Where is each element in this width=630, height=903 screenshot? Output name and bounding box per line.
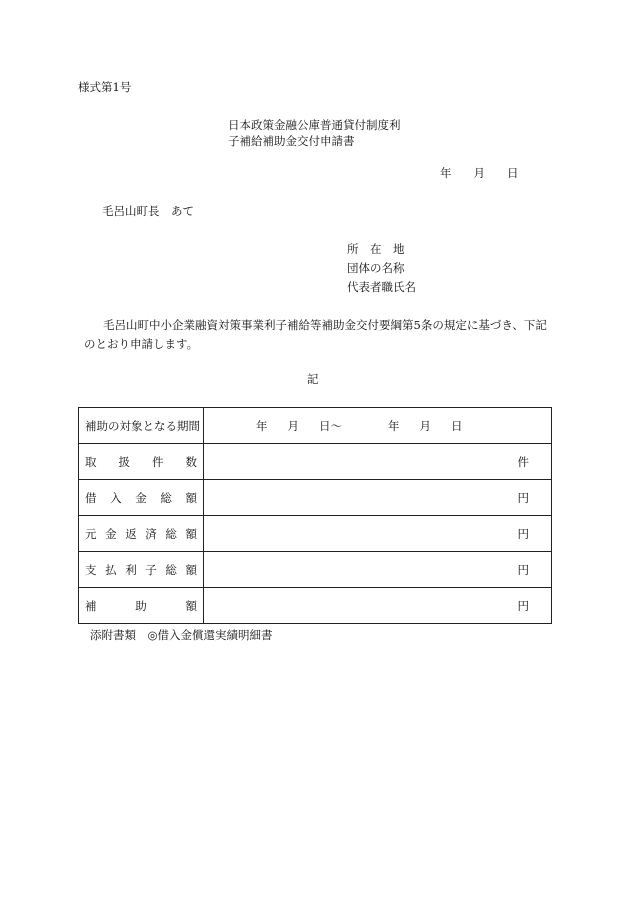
label-char: 利: [125, 562, 137, 577]
label-char: 済: [145, 526, 157, 541]
period-value: [204, 418, 551, 434]
row-label-cell: [79, 552, 204, 588]
unit-label: 円: [517, 490, 529, 505]
label-char: 数: [185, 454, 197, 469]
unit-label: 円: [517, 562, 529, 577]
row-label-cell: [79, 480, 204, 516]
attachment-note: 添附書類 ◎借入金償還実績明細書: [90, 628, 273, 642]
row-label: [85, 562, 203, 578]
label-char: 額: [185, 526, 197, 541]
label-char: 取: [85, 454, 97, 469]
period-end-day: 日: [451, 418, 463, 433]
applicant-block: [347, 240, 416, 297]
label-char: 額: [185, 562, 197, 577]
label-char: 返: [125, 526, 137, 541]
document-title: [228, 117, 401, 149]
row-value-cell[interactable]: [204, 588, 552, 624]
label-char: 金: [105, 526, 117, 541]
date-day: 日: [507, 166, 519, 180]
title-line-2: 子補給補助金交付申請書: [228, 134, 355, 148]
application-table: [78, 407, 552, 624]
row-label-cell: [79, 444, 204, 480]
unit-label: 件: [517, 454, 529, 469]
period-value-cell[interactable]: [204, 408, 552, 444]
applicant-group-name-label: 団体の名称: [347, 261, 405, 275]
label-char: 額: [185, 490, 197, 505]
row-label: [85, 490, 203, 506]
ki-heading: 記: [307, 372, 319, 386]
applicant-representative-label: 代表者職氏名: [347, 280, 416, 294]
label-char: 助: [135, 598, 147, 613]
row-label: [85, 526, 203, 542]
label-char: 金: [135, 490, 147, 505]
row-label-cell: [79, 516, 204, 552]
period-end-year: 年: [388, 418, 400, 433]
applicant-address-label: 所 在 地: [347, 242, 405, 256]
period-start-month: 月: [287, 418, 299, 433]
table-row: [79, 516, 552, 552]
row-label: [85, 454, 203, 470]
label-char: 入: [110, 490, 122, 505]
table-row: [79, 552, 552, 588]
title-line-1: 日本政策金融公庫普通貸付制度利: [228, 118, 401, 132]
label-char: 総: [165, 526, 177, 541]
label-char: 件: [152, 454, 164, 469]
body-text: 毛呂山町中小企業融資対策事業利子補給等補助金交付要綱第5条の規定に基づき、下記のとおり申請します。: [84, 318, 547, 351]
row-value-cell[interactable]: [204, 516, 552, 552]
label-char: 支: [85, 562, 97, 577]
date-month: 月: [473, 166, 485, 180]
label-char: 扱: [118, 454, 130, 469]
row-label: [85, 598, 203, 614]
period-start-day: 日～: [319, 418, 342, 433]
label-char: 総: [160, 490, 172, 505]
label-char: 元: [85, 526, 97, 541]
period-start-year: 年: [256, 418, 268, 433]
label-char: 総: [165, 562, 177, 577]
label-char: 払: [105, 562, 117, 577]
period-end-month: 月: [419, 418, 431, 433]
table-row: [79, 444, 552, 480]
date-year: 年: [440, 166, 452, 180]
table-row: [79, 480, 552, 516]
row-value-cell[interactable]: [204, 444, 552, 480]
row-label-cell: [79, 588, 204, 624]
period-label-cell: [79, 408, 204, 444]
period-label: 補助の対象となる期間: [85, 419, 200, 433]
unit-label: 円: [517, 526, 529, 541]
addressee: 毛呂山町長 あて: [102, 204, 194, 218]
form-number: 様式第1号: [78, 80, 132, 94]
table-row: [79, 588, 552, 624]
row-value-cell[interactable]: [204, 480, 552, 516]
date-line: [440, 165, 519, 182]
row-value-cell[interactable]: [204, 552, 552, 588]
label-char: 額: [185, 598, 197, 613]
unit-label: 円: [517, 598, 529, 613]
table-row-period: [79, 408, 552, 444]
label-char: 子: [145, 562, 157, 577]
label-char: 借: [85, 490, 97, 505]
label-char: 補: [85, 598, 97, 613]
